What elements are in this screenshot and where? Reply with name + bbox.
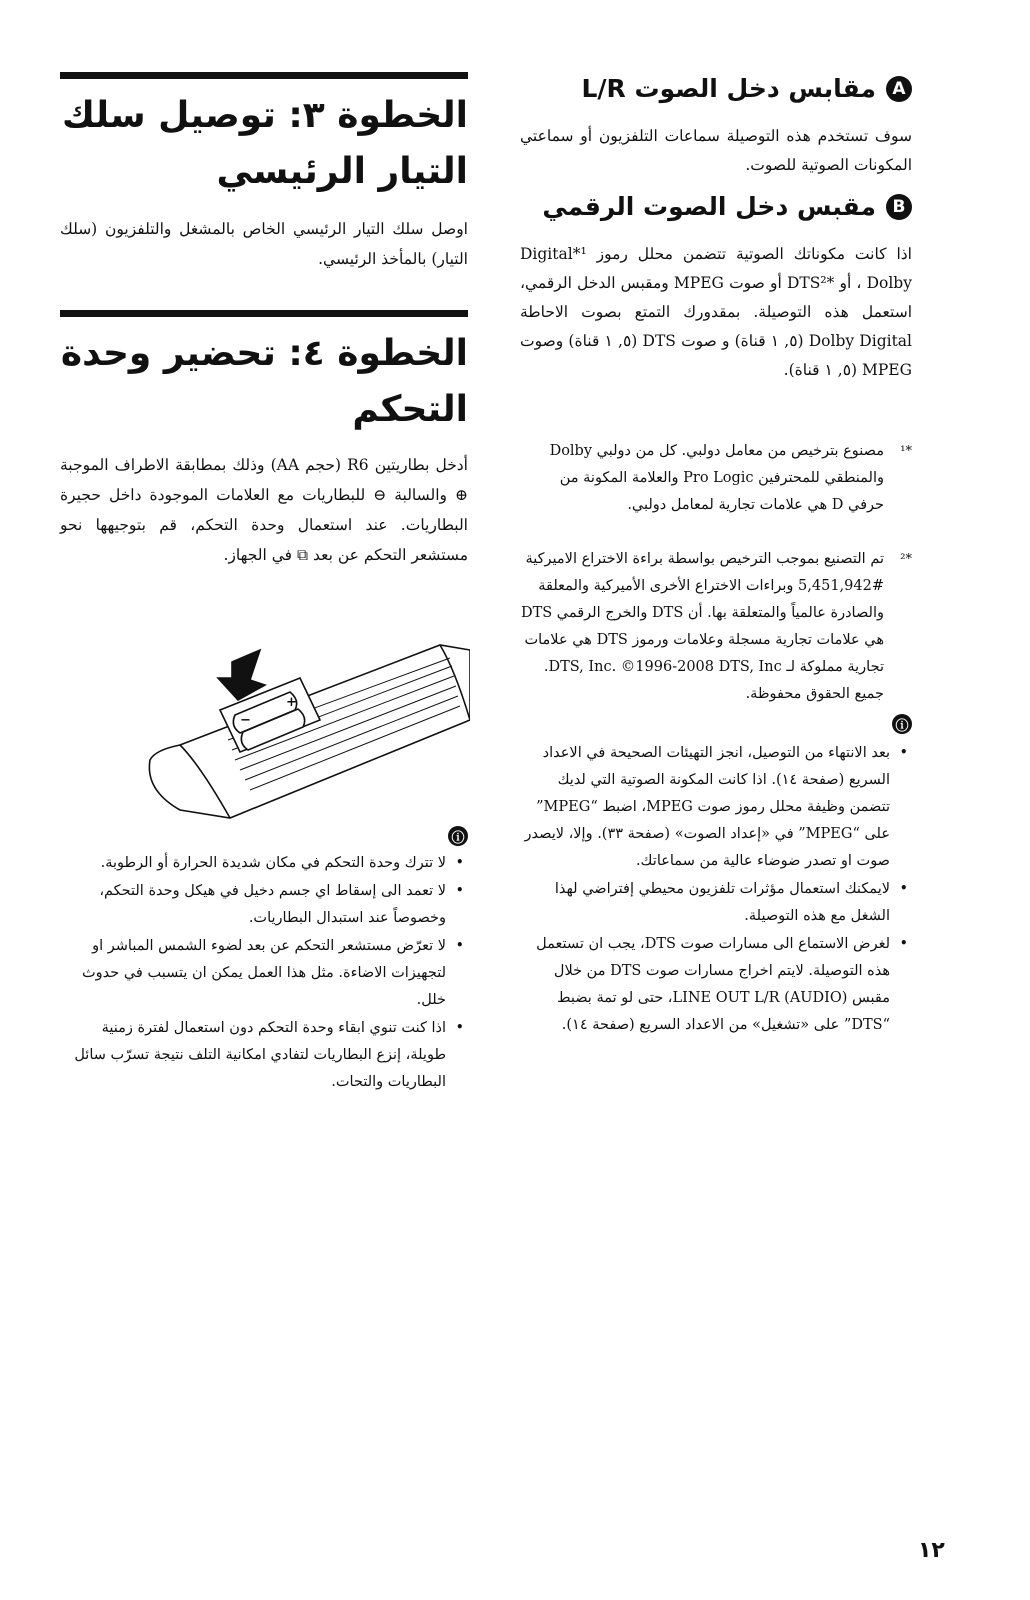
footnote-1	[520, 438, 912, 519]
list-item: • لايمكنك استعمال مؤثرات تلفزيون محيطي إفتراضي لهذا الشغل مع هذه التوصيلة.	[520, 876, 912, 930]
right-notes-list	[520, 740, 912, 1040]
footnote-1-text: مصنوع بترخيص من معامل دولبي. كل من دولبي Dolby والمنطقي للمحترفين Pro Logic والعلامة المكونة من حرفي D هي علامات تجارية لمعامل دولبي.	[549, 443, 884, 513]
step-3-text: اوصل سلك التيار الرئيسي الخاص بالمشغل والتلفزيون (سلك التيار) بالمأخذ الرئيسي.	[60, 220, 468, 268]
step-4-title: الخطوة ٤: تحضير وحدة التحكم	[60, 333, 468, 430]
step-4-text: أدخل بطاريتين R6 (حجم AA) وذلك بمطابقة الاطراف الموجبة ⊕ والسالبة ⊖ للبطاريات مع العلامات الموجودة داخل حجيرة البطاريات. عند استعمال وحدة التحكم، قم بتوجيهها نحو مستشعر التحكم عن بعد ⧉ في الجهاز.	[60, 456, 468, 564]
list-item: • لا تعمد الى إسقاط اي جسم دخيل في هيكل وحدة التحكم، وخصوصاً عند استبدال البطاريات.	[60, 878, 468, 932]
footnote-1-mark: *¹	[900, 444, 912, 459]
left-notes-list	[60, 850, 468, 1097]
section-a-title: مقابس دخل الصوت L/R	[581, 74, 876, 103]
battery-plus-label: +	[286, 695, 297, 710]
list-item: • لا تترك وحدة التحكم في مكان شديدة الحرارة أو الرطوبة.	[60, 850, 468, 877]
section-a-heading	[581, 74, 912, 103]
section-b-title: مقبس دخل الصوت الرقمي	[542, 192, 876, 221]
list-item: • لغرض الاستماع الى مسارات صوت DTS، يجب ان تستعمل هذه التوصيلة. لايتم اخراج مسارات صوت DTS من خلال مقبس LINE OUT L/R (AUDIO)، حتى لو تمة بضبط “DTS” على «تشغيل» من الاعداد السريع (صفحة ١٤).	[520, 931, 912, 1039]
step-3-title: الخطوة ٣: توصيل سلك التيار الرئيسي	[61, 95, 468, 192]
note-icon: ⓘ	[448, 826, 468, 846]
section-a-body	[520, 122, 912, 180]
section-b-body	[520, 240, 912, 385]
section-a-text: سوف تستخدم هذه التوصيلة سماعات التلفزيون أو سماعتي المكونات الصوتية للصوت.	[520, 127, 912, 174]
footnote-2	[520, 546, 912, 708]
section-b-heading	[542, 192, 912, 221]
battery-minus-label: −	[240, 713, 251, 728]
footnote-2-text: تم التصنيع بموجب الترخيص بواسطة براءة الاختراع الاميركية #5,451,942 وبراءات الاختراع الأخرى الأميركية والمعلقة والصادرة عالمياً والمتعلقة بها. أن DTS والخرج الرقمي DTS هي علامات تجارية مسجلة وعلامات ورموز DTS هي علامات تجارية مملوكة لـ DTS, Inc. ©1996-2008 DTS, Inc. جميع الحقوق محفوظة.	[520, 551, 884, 702]
section-a-badge: A	[886, 76, 912, 102]
list-item: • اذا كنت تنوي ابقاء وحدة التحكم دون استعمال لفترة زمنية طويلة، إنزع البطاريات لتفادي امكانية التلف نتيجة تسرّب سائل البطاريات والتحات.	[60, 1015, 468, 1096]
divider-rule	[60, 310, 468, 317]
list-item: • لا تعرّض مستشعر التحكم عن بعد لضوء الشمس المباشر او لتجهيزات الاضاءة. مثل هذا العمل يمكن ان يتسبب في حدوث خلل.	[60, 933, 468, 1014]
footnote-2-mark: *²	[900, 552, 912, 567]
section-b-text: اذا كانت مكوناتك الصوتية تتضمن محلل رموز Digital*¹ Dolby ، أو *DTS² أو صوت MPEG ومقبس الدخل الرقمي، استعمل هذه التوصيلة. بمقدورك التمتع بصوت الاحاطة Dolby Digital (٥, ١ قناة) و صوت DTS (٥, ١ قناة) وصوت MPEG (٥, ١ قناة).	[520, 245, 912, 379]
note-icon: ⓘ	[892, 714, 912, 734]
remote-battery-illustration	[140, 640, 470, 820]
divider-rule	[60, 72, 468, 79]
step-3-body	[60, 214, 468, 274]
list-item: • بعد الانتهاء من التوصيل، انجز التهيئات الصحيحة في الاعداد السريع (صفحة ١٤). اذا كانت المكونة الصوتية التي لديك تتضمن وظيفة محلل رموز صوت MPEG، اضبط “MPEG” على “MPEG” في «إعداد الصوت» (صفحة ٣٣). وإلا، لايصدر صوت او تصدر ضوضاء عالية من سماعاتك.	[520, 740, 912, 875]
step-4-body	[60, 450, 468, 570]
section-b-badge: B	[886, 194, 912, 220]
page-number: ١٢	[918, 1538, 945, 1563]
